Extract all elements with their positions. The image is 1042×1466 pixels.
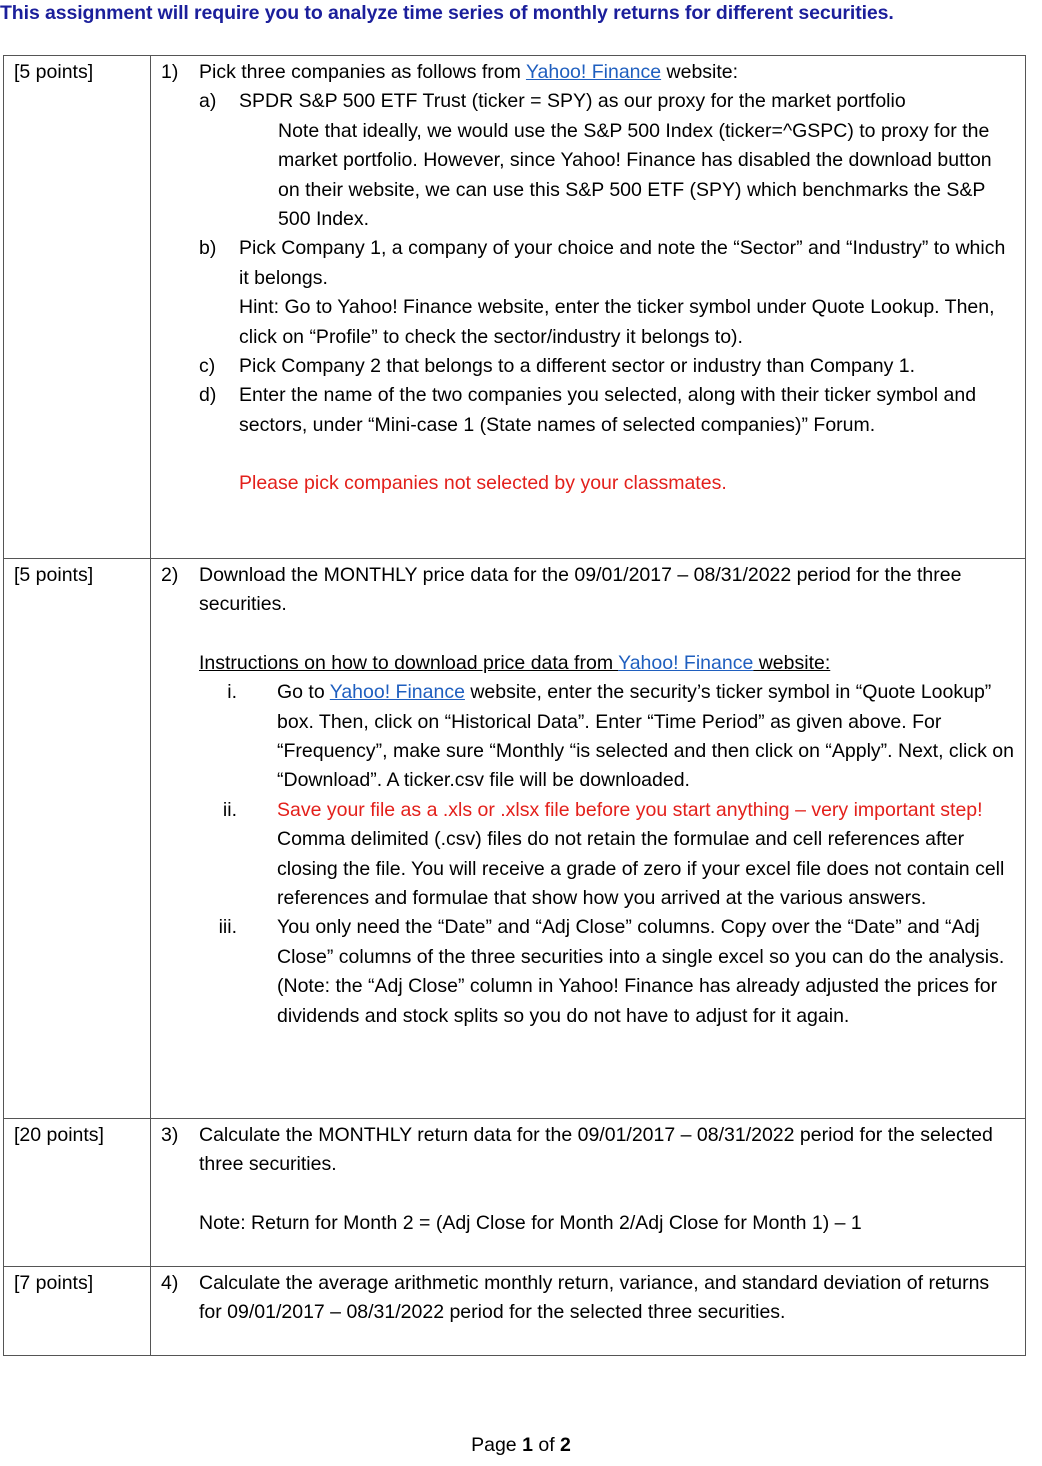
question-row-4 — [4, 1267, 1026, 1356]
question-3-cell — [151, 1119, 1026, 1267]
step-text: You only need the “Date” and “Adj Close” columns. Copy over the “Date” and “Adj Close” columns of the three securities into a single excel so you can do the analysis. (Note: the “Adj Close” column in Yahoo! Finance has already adjusted the prices for dividends and stock splits so you do not have to adjust for it again. — [277, 916, 1005, 1027]
question-number: 3) — [161, 1124, 179, 1146]
step-text: Comma delimited (.csv) files do not retain the formulae and cell references after closing the file. You will receive a grade of zero if your excel file does not contain cell references and formulae that show how you arrived at the various answers. — [277, 828, 1005, 910]
question-1-cell — [151, 56, 1026, 559]
assignment-table — [3, 55, 1026, 1356]
question-row-1 — [4, 56, 1026, 559]
question-text: website: — [661, 61, 739, 83]
item-c-text: Pick Company 2 that belongs to a different sector or industry than Company 1. — [239, 355, 916, 378]
question-2-cell — [151, 559, 1026, 1119]
item-label: c) — [199, 355, 216, 378]
page-total: 2 — [560, 1434, 571, 1456]
item-label: d) — [199, 384, 217, 407]
footer-label: of — [538, 1434, 555, 1456]
question-4-cell — [151, 1267, 1026, 1356]
question-text: Calculate the average arithmetic monthly return, variance, and standard deviation of returns for 09/01/2017 – 08/31/2022 period for the selected three securities. — [199, 1272, 990, 1324]
points-cell: [5 points] — [4, 559, 151, 1119]
item-a-text: SPDR S&P 500 ETF Trust (ticker = SPY) as our proxy for the market portfolio — [239, 90, 906, 113]
item-label: i. — [227, 681, 237, 704]
item-label: iii. — [218, 916, 237, 939]
question-number: 2) — [161, 564, 179, 586]
footer-label: Page — [471, 1434, 517, 1456]
points-cell: [7 points] — [4, 1267, 151, 1356]
warning-text: Save your file as a .xls or .xlsx file before you start anything – very important step! — [277, 798, 983, 821]
yahoo-finance-link[interactable]: Yahoo! Finance — [618, 651, 754, 674]
points-cell: [5 points] — [4, 56, 151, 559]
page-number: 1 — [522, 1434, 533, 1456]
note-text: Note: Return for Month 2 = (Adj Close for Month 2/Adj Close for Month 1) – 1 — [199, 1211, 862, 1234]
step-text: Go to — [277, 681, 330, 704]
points-cell: [20 points] — [4, 1119, 151, 1267]
yahoo-finance-link[interactable]: Yahoo! Finance — [329, 681, 465, 704]
assignment-header: This assignment will require you to analyze time series of monthly returns for different securities. — [0, 2, 894, 24]
item-b-hint: Hint: Go to Yahoo! Finance website, enter the ticker symbol under Quote Lookup. Then, click on “Profile” to check the sector/industry it belongs to). — [239, 296, 995, 348]
instructions-heading: website: — [753, 651, 831, 674]
question-text: Download the MONTHLY price data for the 09/01/2017 – 08/31/2022 period for the three securities. — [199, 564, 962, 616]
instructions-heading: Instructions on how to download price data from — [199, 651, 619, 674]
question-number: 1) — [161, 61, 179, 83]
item-a-note: Note that ideally, we would use the S&P 500 Index (ticker=^GSPC) to proxy for the market portfolio. However, since Yahoo! Finance has disabled the download button on their website, we can use this S&P 500 ETF (SPY) which benchmarks the S&P 500 Index. — [278, 119, 992, 231]
question-number: 4) — [161, 1272, 179, 1294]
item-b-text: Pick Company 1, a company of your choice and note the “Sector” and “Industry” to which it belongs. — [239, 237, 1006, 289]
question-text: Calculate the MONTHLY return data for the 09/01/2017 – 08/31/2022 period for the selected three securities. — [199, 1124, 993, 1176]
question-row-2 — [4, 559, 1026, 1119]
step-text: website, enter the security’s ticker symbol in “Quote Lookup” box. Then, click on “Historical Data”. Enter “Time Period” as given above. For “Frequency”, make sure “Monthly “is selected and then click on “Apply”. Next, click on “Download”. A ticker.csv file will be downloaded. — [277, 681, 1014, 792]
yahoo-finance-link[interactable]: Yahoo! Finance — [525, 61, 662, 83]
warning-text: Please pick companies not selected by your classmates. — [239, 472, 727, 495]
question-text: Pick three companies as follows from — [199, 61, 526, 83]
item-d-text: Enter the name of the two companies you selected, along with their ticker symbol and sectors, under “Mini-case 1 (State names of selected companies)” Forum. — [239, 384, 977, 436]
item-label: ii. — [222, 798, 237, 821]
question-row-3 — [4, 1119, 1026, 1267]
item-label: b) — [199, 237, 217, 260]
item-label: a) — [199, 90, 217, 113]
page-footer — [0, 1434, 1042, 1457]
